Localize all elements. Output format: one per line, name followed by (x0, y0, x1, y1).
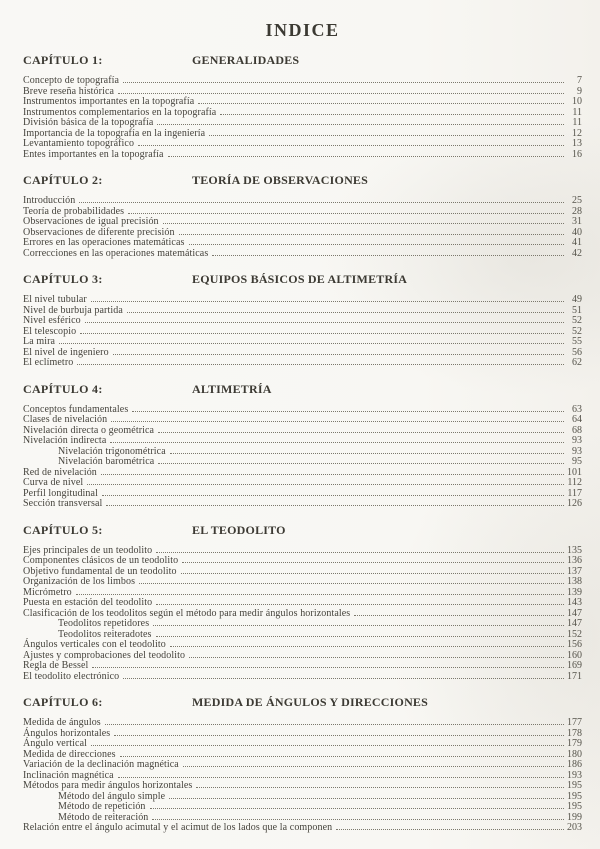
entry-page-number: 64 (572, 414, 582, 425)
entry-page-number: 28 (572, 205, 582, 217)
entry-page-number: 12 (572, 127, 582, 139)
entry-title: Levantamiento topográfico (23, 138, 135, 149)
entry-page-number: 49 (572, 294, 582, 305)
dotted-leader (120, 756, 564, 757)
entry-page-number: 56 (572, 346, 582, 358)
entry-page-number: 117 (567, 487, 582, 499)
dotted-leader (189, 244, 564, 245)
entry-page-number: 10 (572, 96, 582, 107)
toc-entry (23, 118, 582, 129)
chapter-section (23, 272, 582, 369)
entry-page-number: 137 (567, 565, 582, 577)
entry-page-number: 135 (567, 544, 582, 556)
chapter-entries (23, 546, 582, 683)
entry-page-number: 16 (572, 148, 582, 160)
entry-page-number: 55 (572, 336, 582, 347)
entry-page-number: 126 (567, 498, 582, 509)
toc-entry (23, 295, 582, 306)
toc-entry (23, 489, 582, 500)
entry-title: Observaciones de igual precisión (23, 216, 159, 227)
entry-page-number: 152 (567, 628, 582, 640)
dotted-leader (209, 135, 564, 136)
entry-title: Introducción (23, 195, 76, 206)
toc-entry (23, 249, 582, 260)
entry-title: Nivelación barométrica (58, 456, 155, 467)
chapter-section (23, 382, 582, 510)
toc-entry (23, 348, 582, 359)
entry-page-number: 195 (567, 780, 582, 791)
entry-page-number: 101 (567, 466, 582, 478)
dotted-leader (170, 453, 564, 454)
entry-title: La mira (23, 336, 56, 347)
dotted-leader (158, 432, 564, 433)
entry-title: Instrumentos importantes en la topografía (23, 96, 195, 107)
toc-entry (23, 640, 582, 651)
entry-title: El teodolito electrónico (23, 670, 120, 682)
dotted-leader (91, 301, 564, 302)
chapter-title: EQUIPOS BÁSICOS DE ALTIMETRÍA (192, 272, 408, 286)
dotted-leader (336, 829, 564, 830)
dotted-leader (138, 145, 564, 146)
chapter-heading (23, 382, 582, 397)
chapter-heading (23, 272, 582, 287)
entry-title: Nivelación trigonométrica (58, 445, 166, 457)
chapter-entries (23, 196, 582, 259)
dotted-leader (168, 156, 564, 157)
chapter-title: TEORÍA DE OBSERVACIONES (192, 173, 369, 187)
dotted-leader (139, 583, 564, 584)
dotted-leader (354, 615, 564, 616)
dotted-leader (157, 124, 564, 125)
entry-title: Clases de nivelación (23, 414, 108, 425)
entry-title: Conceptos fundamentales (23, 403, 129, 415)
chapter-section (23, 173, 582, 259)
entry-title: Nivelación indirecta (23, 435, 107, 446)
entry-page-number: 52 (572, 325, 582, 337)
dotted-leader (102, 495, 564, 496)
toc-entry (23, 97, 582, 108)
entry-page-number: 9 (577, 85, 582, 97)
chapter-heading (23, 695, 582, 710)
entry-title: Variación de la declinación magnética (23, 759, 179, 770)
entry-title: Medida de direcciones (23, 748, 116, 760)
toc-entry (23, 823, 582, 834)
entry-page-number: 171 (567, 670, 582, 682)
dotted-leader (128, 213, 564, 214)
entry-title: Método de repetición (58, 801, 146, 812)
dotted-leader (182, 562, 564, 563)
chapter-entries (23, 295, 582, 369)
dotted-leader (183, 766, 564, 767)
entry-page-number: 169 (567, 660, 582, 671)
entry-page-number: 93 (572, 435, 582, 446)
entry-page-number: 41 (572, 237, 582, 248)
toc-entry (23, 739, 582, 750)
entry-page-number: 95 (572, 456, 582, 467)
entry-title: Relación entre el ángulo acimutal y el acimut de los lados que la componen (23, 822, 333, 833)
dotted-leader (79, 202, 564, 203)
dotted-leader (150, 808, 564, 809)
entry-page-number: 203 (567, 822, 582, 833)
toc-entry (23, 426, 582, 437)
dotted-leader (111, 421, 564, 422)
dotted-leader (113, 354, 564, 355)
entry-title: Clasificación de los teodolitos según el método para medir ángulos horizontales (23, 607, 351, 619)
entry-title: Ejes principales de un teodolito (23, 544, 153, 556)
entry-title: El nivel de ingeniero (23, 346, 109, 358)
entry-page-number: 136 (567, 555, 582, 566)
toc-entry (23, 457, 582, 468)
entry-title: Teodolitos repetidores (58, 618, 150, 629)
dotted-leader (91, 745, 564, 746)
entry-title: Ángulos verticales con el teodolito (23, 639, 166, 650)
entry-title: Regla de Bessel (23, 660, 89, 671)
entry-title: Métodos para medir ángulos horizontales (23, 780, 193, 791)
entry-page-number: 195 (567, 790, 582, 802)
toc-entry (23, 139, 582, 150)
entry-title: Red de nivelación (23, 466, 97, 478)
chapter-section (23, 695, 582, 834)
entry-title: Nivel de burbuja partida (23, 304, 123, 316)
toc-entry (23, 729, 582, 740)
toc-entry (23, 150, 582, 161)
toc-entry (23, 337, 582, 348)
dotted-leader (87, 484, 564, 485)
dotted-leader (152, 819, 564, 820)
dotted-leader (123, 678, 564, 679)
toc-entry (23, 436, 582, 447)
entry-page-number: 93 (572, 445, 582, 457)
toc-entry (23, 556, 582, 567)
chapter-heading (23, 173, 582, 188)
chapter-heading (23, 53, 582, 68)
entry-page-number: 199 (567, 811, 582, 823)
dotted-leader (105, 724, 564, 725)
dotted-leader (189, 657, 564, 658)
entry-title: Método de reiteración (58, 811, 149, 823)
entry-page-number: 11 (572, 106, 582, 118)
entry-title: Medida de ángulos (23, 717, 101, 728)
dotted-leader (118, 93, 564, 94)
entry-page-number: 40 (572, 226, 582, 238)
toc-entry (23, 478, 582, 489)
dotted-leader (170, 646, 564, 647)
chapter-entries (23, 76, 582, 160)
dotted-leader (132, 411, 564, 412)
entry-title: El nivel tubular (23, 294, 87, 305)
entry-page-number: 177 (567, 717, 582, 728)
entry-page-number: 179 (567, 738, 582, 749)
entry-title: Breve reseña histórica (23, 85, 115, 97)
entry-page-number: 186 (567, 759, 582, 770)
entry-page-number: 156 (567, 639, 582, 650)
entry-title: Inclinación magnética (23, 769, 114, 781)
entry-title: El telescopio (23, 325, 77, 337)
entry-title: Teoría de probabilidades (23, 205, 125, 217)
dotted-leader (92, 667, 564, 668)
table-of-contents (23, 53, 582, 834)
dotted-leader (156, 552, 564, 553)
entry-page-number: 147 (567, 618, 582, 629)
entry-title: Importancia de la topografía en la ingeniería (23, 127, 206, 139)
entry-page-number: 139 (567, 586, 582, 598)
entry-title: Errores en las operaciones matemáticas (23, 237, 185, 248)
entry-title: Ángulo vertical (23, 738, 87, 749)
chapter-title: MEDIDA DE ÁNGULOS Y DIRECCIONES (192, 695, 429, 709)
dotted-leader (179, 234, 564, 235)
dotted-leader (77, 364, 564, 365)
entry-title: Ajustes y comprobaciones del teodolito (23, 649, 186, 661)
entry-page-number: 52 (572, 315, 582, 326)
toc-entry (23, 76, 582, 87)
dotted-leader (59, 343, 564, 344)
toc-entry (23, 718, 582, 729)
entry-title: Correcciones en las operaciones matemáticas (23, 247, 209, 259)
entry-title: Teodolitos reiteradotes (58, 628, 152, 640)
dotted-leader (169, 798, 564, 799)
entry-title: Concepto de topografía (23, 75, 120, 86)
chapter-label: CAPÍTULO 5: (23, 522, 103, 537)
toc-entry (23, 217, 582, 228)
toc-entry (23, 238, 582, 249)
entry-page-number: 13 (572, 138, 582, 149)
toc-entry (23, 499, 582, 510)
entry-title: Nivel esférico (23, 315, 81, 326)
page-title: INDICE (265, 20, 340, 40)
dotted-leader (110, 442, 564, 443)
entry-title: El eclímetro (23, 357, 74, 368)
toc-entry (23, 661, 582, 672)
toc-entry (23, 327, 582, 338)
entry-page-number: 193 (567, 769, 582, 781)
entry-title: Sección transversal (23, 498, 103, 509)
entry-title: Organización de los limbos (23, 576, 136, 587)
chapter-title: GENERALIDADES (192, 53, 300, 67)
dotted-leader (156, 604, 564, 605)
entry-title: Entes importantes en la topografía (23, 148, 164, 160)
entry-page-number: 160 (567, 649, 582, 661)
toc-entry (23, 196, 582, 207)
dotted-leader (163, 223, 564, 224)
entry-title: Puesta en estación del teodolito (23, 597, 153, 608)
dotted-leader (123, 82, 564, 83)
entry-title: Nivelación directa o geométrica (23, 424, 155, 436)
toc-entry (23, 598, 582, 609)
dotted-leader (220, 114, 564, 115)
entry-page-number: 180 (567, 748, 582, 760)
entry-title: Componentes clásicos de un teodolito (23, 555, 179, 566)
entry-page-number: 51 (572, 304, 582, 316)
chapter-entries (23, 718, 582, 834)
entry-page-number: 178 (567, 727, 582, 739)
entry-title: Perfil longitudinal (23, 487, 98, 499)
toc-entry (23, 802, 582, 813)
dotted-leader (101, 474, 564, 475)
dotted-leader (106, 505, 564, 506)
chapter-label: CAPÍTULO 1: (23, 53, 103, 67)
dotted-leader (85, 322, 564, 323)
chapter-section (23, 53, 582, 160)
chapter-section (23, 523, 582, 683)
entry-title: Objetivo fundamental de un teodolito (23, 565, 177, 577)
toc-entry (23, 781, 582, 792)
entry-page-number: 25 (572, 195, 582, 206)
dotted-leader (127, 312, 564, 313)
chapter-label: CAPÍTULO 2: (23, 173, 103, 187)
toc-entry (23, 577, 582, 588)
toc-entry (23, 760, 582, 771)
dotted-leader (114, 735, 564, 736)
entry-page-number: 147 (567, 607, 582, 619)
dotted-leader (76, 594, 564, 595)
toc-entry (23, 415, 582, 426)
dotted-leader (153, 625, 564, 626)
chapter-label: CAPÍTULO 6: (23, 695, 103, 709)
chapter-heading (23, 523, 582, 538)
toc-entry (23, 316, 582, 327)
entry-title: Instrumentos complementarios en la topografía (23, 106, 217, 118)
entry-page-number: 63 (572, 403, 582, 415)
dotted-leader (212, 255, 564, 256)
dotted-leader (198, 103, 564, 104)
dotted-leader (80, 333, 564, 334)
entry-page-number: 112 (567, 477, 582, 488)
entry-page-number: 11 (572, 117, 582, 128)
chapter-title: ALTIMETRÍA (192, 381, 272, 396)
toc-entry (23, 672, 582, 683)
dotted-leader (118, 777, 564, 778)
entry-title: Observaciones de diferente precisión (23, 226, 175, 238)
toc-entry (23, 619, 582, 630)
dotted-leader (181, 573, 564, 574)
chapter-label: CAPÍTULO 3: (23, 272, 103, 286)
dotted-leader (156, 636, 564, 637)
entry-page-number: 62 (572, 357, 582, 368)
entry-page-number: 42 (572, 247, 582, 259)
entry-title: Micrómetro (23, 586, 72, 598)
entry-page-number: 138 (567, 576, 582, 587)
entry-title: División básica de la topografía (23, 117, 154, 128)
entry-page-number: 7 (577, 75, 582, 86)
chapter-entries (23, 405, 582, 510)
toc-entry (23, 306, 582, 317)
toc-entry (23, 358, 582, 369)
entry-title: Método del ángulo simple (58, 790, 166, 802)
entry-page-number: 68 (572, 424, 582, 436)
entry-page-number: 143 (567, 597, 582, 608)
toc-entry (23, 651, 582, 662)
dotted-leader (196, 787, 564, 788)
dotted-leader (158, 463, 564, 464)
entry-title: Ángulos horizontales (23, 727, 111, 739)
entry-page-number: 195 (567, 801, 582, 812)
entry-title: Curva de nivel (23, 477, 84, 488)
entry-page-number: 31 (572, 216, 582, 227)
chapter-title: EL TEODOLITO (192, 522, 286, 537)
chapter-label: CAPÍTULO 4: (23, 381, 103, 396)
toc-entry (23, 468, 582, 479)
